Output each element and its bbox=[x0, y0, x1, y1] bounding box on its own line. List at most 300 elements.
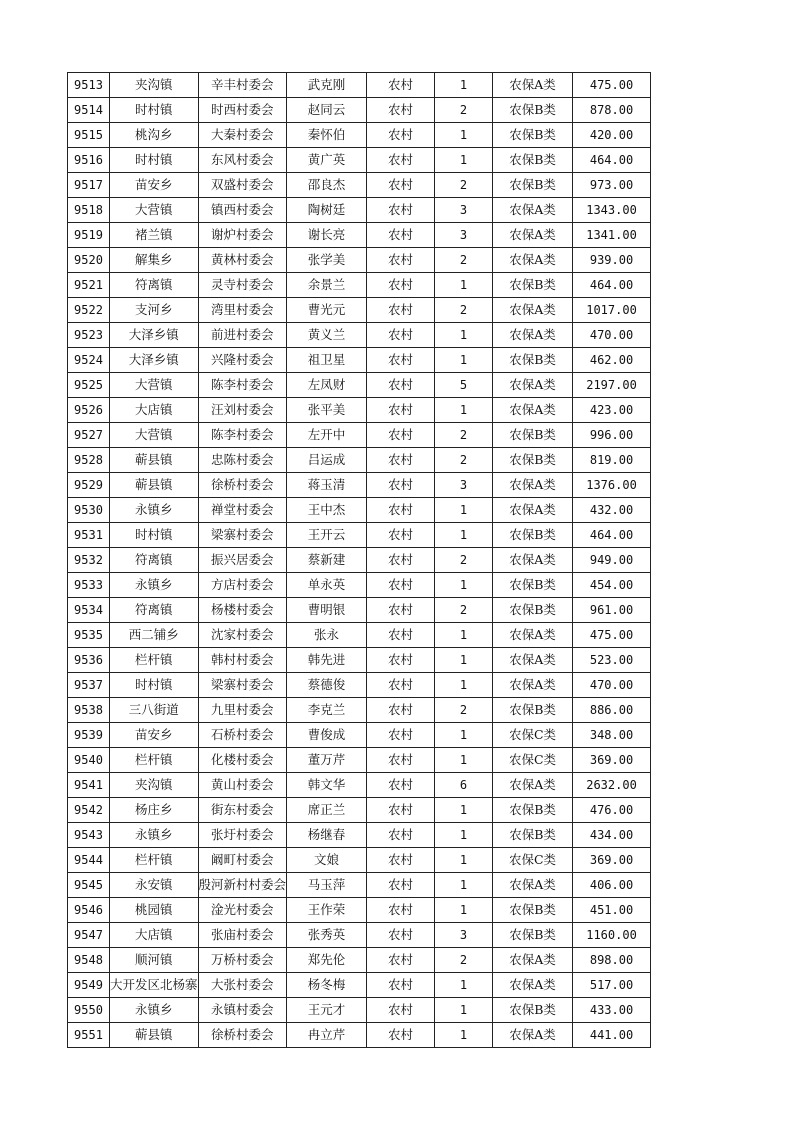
household-count-cell: 2 bbox=[435, 548, 493, 573]
person-name-cell: 李克兰 bbox=[287, 698, 367, 723]
table-row bbox=[68, 798, 651, 823]
person-name-cell: 冉立芹 bbox=[287, 1023, 367, 1048]
household-count-cell: 1 bbox=[435, 898, 493, 923]
village-committee-cell: 徐桥村委会 bbox=[198, 1023, 287, 1048]
person-name-cell: 吕运成 bbox=[287, 448, 367, 473]
table-row bbox=[68, 498, 651, 523]
insurance-category-cell: 农保B类 bbox=[493, 523, 573, 548]
person-name-cell: 王作荣 bbox=[287, 898, 367, 923]
insurance-category-cell: 农保C类 bbox=[493, 723, 573, 748]
insurance-category-cell: 农保C类 bbox=[493, 848, 573, 873]
person-name-cell: 董万芹 bbox=[287, 748, 367, 773]
household-count-cell: 1 bbox=[435, 848, 493, 873]
record-number-cell: 9549 bbox=[68, 973, 110, 998]
household-count-cell: 3 bbox=[435, 223, 493, 248]
record-number-cell: 9551 bbox=[68, 1023, 110, 1048]
insurance-category-cell: 农保A类 bbox=[493, 473, 573, 498]
person-name-cell: 秦怀伯 bbox=[287, 123, 367, 148]
area-type-cell: 农村 bbox=[367, 748, 435, 773]
village-committee-cell: 韩村村委会 bbox=[198, 648, 287, 673]
table-row bbox=[68, 823, 651, 848]
household-count-cell: 2 bbox=[435, 948, 493, 973]
insurance-category-cell: 农保A类 bbox=[493, 648, 573, 673]
table-row bbox=[68, 198, 651, 223]
table-body bbox=[68, 73, 651, 1048]
table-row bbox=[68, 748, 651, 773]
table-row bbox=[68, 248, 651, 273]
table-row bbox=[68, 923, 651, 948]
area-type-cell: 农村 bbox=[367, 98, 435, 123]
household-count-cell: 5 bbox=[435, 373, 493, 398]
table-row bbox=[68, 698, 651, 723]
insurance-category-cell: 农保A类 bbox=[493, 1023, 573, 1048]
household-count-cell: 2 bbox=[435, 173, 493, 198]
area-type-cell: 农村 bbox=[367, 123, 435, 148]
area-type-cell: 农村 bbox=[367, 298, 435, 323]
township-cell: 苗安乡 bbox=[110, 173, 199, 198]
record-number-cell: 9530 bbox=[68, 498, 110, 523]
table-row bbox=[68, 473, 651, 498]
household-count-cell: 6 bbox=[435, 773, 493, 798]
record-number-cell: 9544 bbox=[68, 848, 110, 873]
area-type-cell: 农村 bbox=[367, 598, 435, 623]
record-number-cell: 9516 bbox=[68, 148, 110, 173]
village-committee-cell: 石桥村委会 bbox=[198, 723, 287, 748]
table-row bbox=[68, 98, 651, 123]
village-committee-cell: 陈李村委会 bbox=[198, 373, 287, 398]
person-name-cell: 曹明银 bbox=[287, 598, 367, 623]
insurance-category-cell: 农保A类 bbox=[493, 398, 573, 423]
amount-cell: 476.00 bbox=[573, 798, 651, 823]
insurance-category-cell: 农保A类 bbox=[493, 498, 573, 523]
table-row bbox=[68, 148, 651, 173]
record-number-cell: 9546 bbox=[68, 898, 110, 923]
household-count-cell: 1 bbox=[435, 798, 493, 823]
table-row bbox=[68, 973, 651, 998]
amount-cell: 996.00 bbox=[573, 423, 651, 448]
insurance-category-cell: 农保B类 bbox=[493, 273, 573, 298]
person-name-cell: 左凤财 bbox=[287, 373, 367, 398]
record-number-cell: 9536 bbox=[68, 648, 110, 673]
record-number-cell: 9547 bbox=[68, 923, 110, 948]
insurance-category-cell: 农保A类 bbox=[493, 673, 573, 698]
record-number-cell: 9518 bbox=[68, 198, 110, 223]
person-name-cell: 韩文华 bbox=[287, 773, 367, 798]
record-number-cell: 9541 bbox=[68, 773, 110, 798]
insurance-category-cell: 农保B类 bbox=[493, 98, 573, 123]
amount-cell: 939.00 bbox=[573, 248, 651, 273]
area-type-cell: 农村 bbox=[367, 423, 435, 448]
amount-cell: 523.00 bbox=[573, 648, 651, 673]
area-type-cell: 农村 bbox=[367, 948, 435, 973]
record-number-cell: 9539 bbox=[68, 723, 110, 748]
area-type-cell: 农村 bbox=[367, 923, 435, 948]
township-cell: 时村镇 bbox=[110, 523, 199, 548]
household-count-cell: 2 bbox=[435, 248, 493, 273]
area-type-cell: 农村 bbox=[367, 498, 435, 523]
village-committee-cell: 大张村委会 bbox=[198, 973, 287, 998]
household-count-cell: 1 bbox=[435, 123, 493, 148]
table-row bbox=[68, 423, 651, 448]
insurance-category-cell: 农保B类 bbox=[493, 798, 573, 823]
township-cell: 栏杆镇 bbox=[110, 848, 199, 873]
area-type-cell: 农村 bbox=[367, 398, 435, 423]
household-count-cell: 2 bbox=[435, 598, 493, 623]
amount-cell: 464.00 bbox=[573, 273, 651, 298]
amount-cell: 420.00 bbox=[573, 123, 651, 148]
township-cell: 桃园镇 bbox=[110, 898, 199, 923]
insurance-category-cell: 农保A类 bbox=[493, 773, 573, 798]
insurance-category-cell: 农保B类 bbox=[493, 123, 573, 148]
person-name-cell: 陶树廷 bbox=[287, 198, 367, 223]
person-name-cell: 王开云 bbox=[287, 523, 367, 548]
township-cell: 大泽乡镇 bbox=[110, 323, 199, 348]
village-committee-cell: 阚町村委会 bbox=[198, 848, 287, 873]
township-cell: 符离镇 bbox=[110, 598, 199, 623]
table-row bbox=[68, 348, 651, 373]
area-type-cell: 农村 bbox=[367, 848, 435, 873]
insurance-category-cell: 农保B类 bbox=[493, 573, 573, 598]
insurance-category-cell: 农保B类 bbox=[493, 998, 573, 1023]
household-count-cell: 1 bbox=[435, 148, 493, 173]
area-type-cell: 农村 bbox=[367, 823, 435, 848]
record-number-cell: 9533 bbox=[68, 573, 110, 598]
village-committee-cell: 双盛村委会 bbox=[198, 173, 287, 198]
amount-cell: 949.00 bbox=[573, 548, 651, 573]
village-committee-cell: 谢炉村委会 bbox=[198, 223, 287, 248]
amount-cell: 1376.00 bbox=[573, 473, 651, 498]
insurance-category-cell: 农保A类 bbox=[493, 948, 573, 973]
village-committee-cell: 黄山村委会 bbox=[198, 773, 287, 798]
insurance-category-cell: 农保B类 bbox=[493, 448, 573, 473]
area-type-cell: 农村 bbox=[367, 248, 435, 273]
township-cell: 西二铺乡 bbox=[110, 623, 199, 648]
village-committee-cell: 东风村委会 bbox=[198, 148, 287, 173]
village-committee-cell: 梁寨村委会 bbox=[198, 523, 287, 548]
amount-cell: 475.00 bbox=[573, 623, 651, 648]
area-type-cell: 农村 bbox=[367, 548, 435, 573]
person-name-cell: 邵良杰 bbox=[287, 173, 367, 198]
amount-cell: 470.00 bbox=[573, 673, 651, 698]
table-row bbox=[68, 623, 651, 648]
village-committee-cell: 陈李村委会 bbox=[198, 423, 287, 448]
insurance-category-cell: 农保B类 bbox=[493, 698, 573, 723]
insurance-category-cell: 农保A类 bbox=[493, 373, 573, 398]
record-number-cell: 9526 bbox=[68, 398, 110, 423]
township-cell: 苗安乡 bbox=[110, 723, 199, 748]
township-cell: 支河乡 bbox=[110, 298, 199, 323]
table-row bbox=[68, 173, 651, 198]
village-committee-cell: 汪刘村委会 bbox=[198, 398, 287, 423]
record-number-cell: 9543 bbox=[68, 823, 110, 848]
table-row bbox=[68, 523, 651, 548]
township-cell: 三八街道 bbox=[110, 698, 199, 723]
household-count-cell: 2 bbox=[435, 298, 493, 323]
table-row bbox=[68, 548, 651, 573]
household-count-cell: 1 bbox=[435, 723, 493, 748]
record-number-cell: 9529 bbox=[68, 473, 110, 498]
amount-cell: 454.00 bbox=[573, 573, 651, 598]
amount-cell: 369.00 bbox=[573, 748, 651, 773]
village-committee-cell: 灵寺村委会 bbox=[198, 273, 287, 298]
area-type-cell: 农村 bbox=[367, 698, 435, 723]
person-name-cell: 蔡德俊 bbox=[287, 673, 367, 698]
village-committee-cell: 黄林村委会 bbox=[198, 248, 287, 273]
person-name-cell: 张平美 bbox=[287, 398, 367, 423]
township-cell: 符离镇 bbox=[110, 548, 199, 573]
area-type-cell: 农村 bbox=[367, 898, 435, 923]
insurance-category-cell: 农保C类 bbox=[493, 748, 573, 773]
table-row bbox=[68, 373, 651, 398]
township-cell: 大泽乡镇 bbox=[110, 348, 199, 373]
household-count-cell: 1 bbox=[435, 498, 493, 523]
township-cell: 桃沟乡 bbox=[110, 123, 199, 148]
area-type-cell: 农村 bbox=[367, 998, 435, 1023]
household-count-cell: 3 bbox=[435, 198, 493, 223]
village-committee-cell: 徐桥村委会 bbox=[198, 473, 287, 498]
amount-cell: 433.00 bbox=[573, 998, 651, 1023]
table-row bbox=[68, 998, 651, 1023]
table-row bbox=[68, 73, 651, 98]
township-cell: 蕲县镇 bbox=[110, 473, 199, 498]
record-number-cell: 9522 bbox=[68, 298, 110, 323]
person-name-cell: 单永英 bbox=[287, 573, 367, 598]
village-committee-cell: 时西村委会 bbox=[198, 98, 287, 123]
table-row bbox=[68, 873, 651, 898]
table-row bbox=[68, 948, 651, 973]
township-cell: 大营镇 bbox=[110, 423, 199, 448]
area-type-cell: 农村 bbox=[367, 448, 435, 473]
area-type-cell: 农村 bbox=[367, 523, 435, 548]
township-cell: 大店镇 bbox=[110, 923, 199, 948]
table-row bbox=[68, 298, 651, 323]
area-type-cell: 农村 bbox=[367, 73, 435, 98]
person-name-cell: 赵同云 bbox=[287, 98, 367, 123]
insurance-category-cell: 农保B类 bbox=[493, 823, 573, 848]
village-committee-cell: 张圩村委会 bbox=[198, 823, 287, 848]
person-name-cell: 张学美 bbox=[287, 248, 367, 273]
household-count-cell: 1 bbox=[435, 348, 493, 373]
village-committee-cell: 方店村委会 bbox=[198, 573, 287, 598]
township-cell: 时村镇 bbox=[110, 673, 199, 698]
insurance-category-cell: 农保A类 bbox=[493, 298, 573, 323]
person-name-cell: 张永 bbox=[287, 623, 367, 648]
household-count-cell: 1 bbox=[435, 573, 493, 598]
table-row bbox=[68, 448, 651, 473]
amount-cell: 878.00 bbox=[573, 98, 651, 123]
insurance-category-cell: 农保B类 bbox=[493, 173, 573, 198]
insurance-category-cell: 农保A类 bbox=[493, 248, 573, 273]
record-number-cell: 9537 bbox=[68, 673, 110, 698]
table-row bbox=[68, 673, 651, 698]
household-count-cell: 1 bbox=[435, 748, 493, 773]
record-number-cell: 9545 bbox=[68, 873, 110, 898]
record-number-cell: 9514 bbox=[68, 98, 110, 123]
household-count-cell: 1 bbox=[435, 998, 493, 1023]
township-cell: 大店镇 bbox=[110, 398, 199, 423]
township-cell: 永镇乡 bbox=[110, 498, 199, 523]
record-number-cell: 9524 bbox=[68, 348, 110, 373]
township-cell: 永安镇 bbox=[110, 873, 199, 898]
amount-cell: 348.00 bbox=[573, 723, 651, 748]
amount-cell: 898.00 bbox=[573, 948, 651, 973]
record-number-cell: 9517 bbox=[68, 173, 110, 198]
amount-cell: 423.00 bbox=[573, 398, 651, 423]
area-type-cell: 农村 bbox=[367, 148, 435, 173]
record-number-cell: 9520 bbox=[68, 248, 110, 273]
household-count-cell: 1 bbox=[435, 323, 493, 348]
insurance-category-cell: 农保A类 bbox=[493, 223, 573, 248]
village-committee-cell: 梁寨村委会 bbox=[198, 673, 287, 698]
area-type-cell: 农村 bbox=[367, 623, 435, 648]
insurance-category-cell: 农保A类 bbox=[493, 623, 573, 648]
village-committee-cell: 大秦村委会 bbox=[198, 123, 287, 148]
insurance-category-cell: 农保B类 bbox=[493, 348, 573, 373]
record-number-cell: 9513 bbox=[68, 73, 110, 98]
township-cell: 永镇乡 bbox=[110, 823, 199, 848]
amount-cell: 819.00 bbox=[573, 448, 651, 473]
person-name-cell: 张秀英 bbox=[287, 923, 367, 948]
insurance-category-cell: 农保A类 bbox=[493, 198, 573, 223]
amount-cell: 475.00 bbox=[573, 73, 651, 98]
village-committee-cell: 淦光村委会 bbox=[198, 898, 287, 923]
village-committee-cell: 辛丰村委会 bbox=[198, 73, 287, 98]
area-type-cell: 农村 bbox=[367, 798, 435, 823]
person-name-cell: 左开中 bbox=[287, 423, 367, 448]
amount-cell: 2197.00 bbox=[573, 373, 651, 398]
table-row bbox=[68, 598, 651, 623]
record-number-cell: 9521 bbox=[68, 273, 110, 298]
township-cell: 蕲县镇 bbox=[110, 1023, 199, 1048]
area-type-cell: 农村 bbox=[367, 1023, 435, 1048]
household-count-cell: 1 bbox=[435, 398, 493, 423]
person-name-cell: 曹俊成 bbox=[287, 723, 367, 748]
village-committee-cell: 杨楼村委会 bbox=[198, 598, 287, 623]
record-number-cell: 9535 bbox=[68, 623, 110, 648]
amount-cell: 1343.00 bbox=[573, 198, 651, 223]
amount-cell: 973.00 bbox=[573, 173, 651, 198]
amount-cell: 2632.00 bbox=[573, 773, 651, 798]
area-type-cell: 农村 bbox=[367, 673, 435, 698]
area-type-cell: 农村 bbox=[367, 648, 435, 673]
village-committee-cell: 忠陈村委会 bbox=[198, 448, 287, 473]
table-row bbox=[68, 223, 651, 248]
area-type-cell: 农村 bbox=[367, 723, 435, 748]
amount-cell: 464.00 bbox=[573, 148, 651, 173]
record-number-cell: 9538 bbox=[68, 698, 110, 723]
household-count-cell: 2 bbox=[435, 423, 493, 448]
amount-cell: 464.00 bbox=[573, 523, 651, 548]
record-number-cell: 9531 bbox=[68, 523, 110, 548]
person-name-cell: 武克刚 bbox=[287, 73, 367, 98]
township-cell: 夹沟镇 bbox=[110, 73, 199, 98]
table-row bbox=[68, 773, 651, 798]
table-row bbox=[68, 323, 651, 348]
amount-cell: 1341.00 bbox=[573, 223, 651, 248]
insurance-category-cell: 农保B类 bbox=[493, 423, 573, 448]
village-committee-cell: 镇西村委会 bbox=[198, 198, 287, 223]
amount-cell: 451.00 bbox=[573, 898, 651, 923]
insurance-category-cell: 农保B类 bbox=[493, 148, 573, 173]
person-name-cell: 文娘 bbox=[287, 848, 367, 873]
area-type-cell: 农村 bbox=[367, 373, 435, 398]
record-number-cell: 9534 bbox=[68, 598, 110, 623]
amount-cell: 432.00 bbox=[573, 498, 651, 523]
village-committee-cell: 永镇村委会 bbox=[198, 998, 287, 1023]
table-row bbox=[68, 848, 651, 873]
area-type-cell: 农村 bbox=[367, 223, 435, 248]
village-committee-cell: 禅堂村委会 bbox=[198, 498, 287, 523]
township-cell: 杨庄乡 bbox=[110, 798, 199, 823]
village-committee-cell: 九里村委会 bbox=[198, 698, 287, 723]
amount-cell: 1017.00 bbox=[573, 298, 651, 323]
area-type-cell: 农村 bbox=[367, 573, 435, 598]
person-name-cell: 杨继春 bbox=[287, 823, 367, 848]
amount-cell: 517.00 bbox=[573, 973, 651, 998]
area-type-cell: 农村 bbox=[367, 273, 435, 298]
insurance-category-cell: 农保B类 bbox=[493, 898, 573, 923]
table-row bbox=[68, 273, 651, 298]
area-type-cell: 农村 bbox=[367, 773, 435, 798]
amount-cell: 961.00 bbox=[573, 598, 651, 623]
village-committee-cell: 万桥村委会 bbox=[198, 948, 287, 973]
table-row bbox=[68, 898, 651, 923]
table-row bbox=[68, 123, 651, 148]
household-count-cell: 3 bbox=[435, 473, 493, 498]
household-count-cell: 1 bbox=[435, 873, 493, 898]
village-committee-cell: 湾里村委会 bbox=[198, 298, 287, 323]
person-name-cell: 王中杰 bbox=[287, 498, 367, 523]
table-row bbox=[68, 1023, 651, 1048]
township-cell: 大营镇 bbox=[110, 373, 199, 398]
amount-cell: 406.00 bbox=[573, 873, 651, 898]
record-number-cell: 9542 bbox=[68, 798, 110, 823]
village-committee-cell: 振兴居委会 bbox=[198, 548, 287, 573]
township-cell: 夹沟镇 bbox=[110, 773, 199, 798]
person-name-cell: 黄义兰 bbox=[287, 323, 367, 348]
area-type-cell: 农村 bbox=[367, 473, 435, 498]
amount-cell: 434.00 bbox=[573, 823, 651, 848]
person-name-cell: 余景兰 bbox=[287, 273, 367, 298]
village-committee-cell: 张庙村委会 bbox=[198, 923, 287, 948]
household-count-cell: 1 bbox=[435, 823, 493, 848]
person-name-cell: 席正兰 bbox=[287, 798, 367, 823]
household-count-cell: 2 bbox=[435, 98, 493, 123]
table-row bbox=[68, 648, 651, 673]
amount-cell: 441.00 bbox=[573, 1023, 651, 1048]
insurance-category-cell: 农保A类 bbox=[493, 323, 573, 348]
household-count-cell: 1 bbox=[435, 648, 493, 673]
area-type-cell: 农村 bbox=[367, 323, 435, 348]
township-cell: 永镇乡 bbox=[110, 573, 199, 598]
township-cell: 褚兰镇 bbox=[110, 223, 199, 248]
township-cell: 栏杆镇 bbox=[110, 648, 199, 673]
township-cell: 时村镇 bbox=[110, 148, 199, 173]
household-count-cell: 1 bbox=[435, 273, 493, 298]
record-number-cell: 9515 bbox=[68, 123, 110, 148]
person-name-cell: 郑先伦 bbox=[287, 948, 367, 973]
amount-cell: 470.00 bbox=[573, 323, 651, 348]
village-committee-cell: 化楼村委会 bbox=[198, 748, 287, 773]
record-number-cell: 9532 bbox=[68, 548, 110, 573]
household-count-cell: 1 bbox=[435, 1023, 493, 1048]
table-row bbox=[68, 723, 651, 748]
record-number-cell: 9528 bbox=[68, 448, 110, 473]
household-count-cell: 1 bbox=[435, 523, 493, 548]
person-name-cell: 蔡新建 bbox=[287, 548, 367, 573]
record-number-cell: 9523 bbox=[68, 323, 110, 348]
household-count-cell: 3 bbox=[435, 923, 493, 948]
